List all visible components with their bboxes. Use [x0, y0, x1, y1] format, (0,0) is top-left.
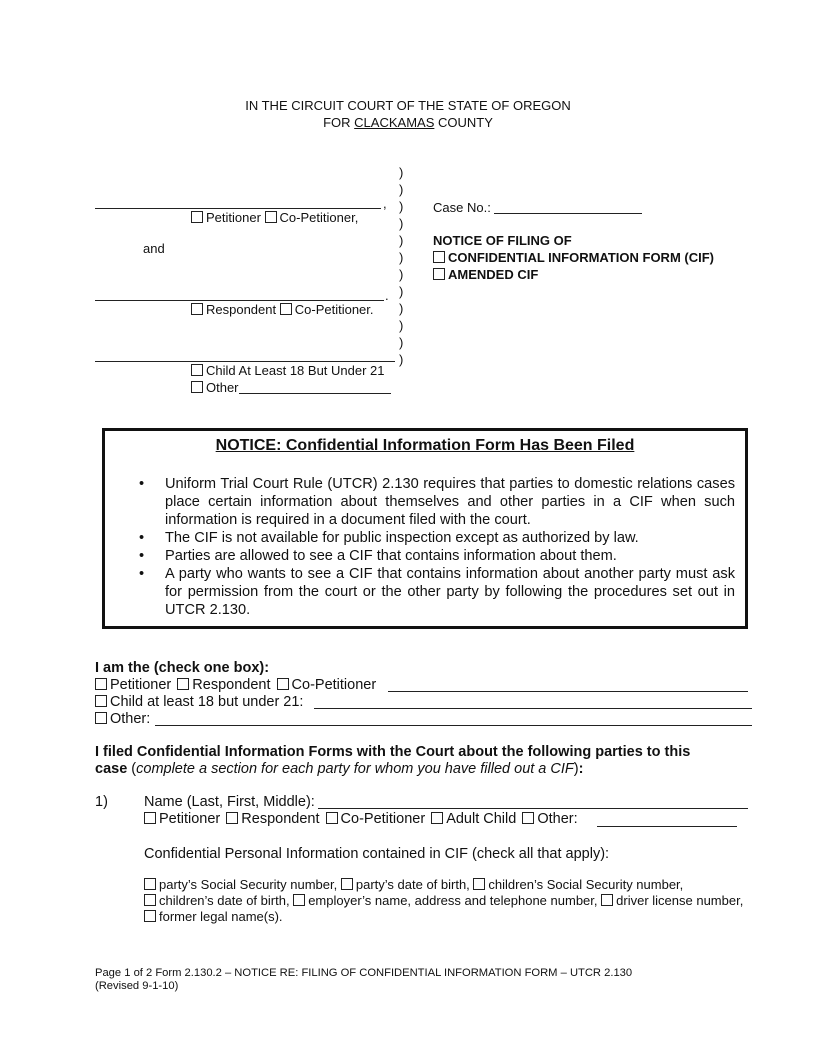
paren-open: (	[127, 761, 137, 777]
i-am-row3	[95, 711, 150, 728]
party-ssn-checkbox[interactable]	[144, 878, 156, 890]
bullet-icon: •	[139, 548, 145, 564]
case-number-label: Case No.:	[433, 200, 491, 215]
role-adult-child-label: Adult Child	[446, 811, 517, 827]
children-dob-checkbox[interactable]	[144, 894, 156, 906]
filed-heading-line1: I filed Confidential Information Forms with the Court about the following parties to this	[95, 744, 691, 760]
filed-heading-case: case	[95, 761, 128, 777]
info-options-row1	[144, 877, 683, 893]
i-am-co-petitioner-checkbox[interactable]	[277, 678, 289, 690]
filed-heading-instruction: complete a section for each party for whom you have filled out a CIF	[136, 761, 574, 777]
i-am-heading: I am the (check one box):	[95, 660, 270, 676]
caption-paren: )	[399, 352, 404, 367]
court-header-line1: IN THE CIRCUIT COURT OF THE STATE OF OREGON	[245, 98, 571, 113]
driver-license-label: driver license number,	[616, 893, 744, 908]
former-names-label: former legal name(s).	[159, 909, 283, 924]
caption-paren: )	[399, 165, 404, 180]
role-adult-child-checkbox[interactable]	[431, 812, 443, 824]
i-am-respondent-label: Respondent	[192, 677, 271, 693]
party2-role-options	[191, 302, 374, 318]
i-am-row1-field[interactable]	[388, 691, 748, 692]
caption-paren: )	[399, 250, 404, 265]
co-petitioner-checkbox[interactable]	[265, 211, 277, 223]
party2-name-line[interactable]	[95, 300, 384, 301]
other-party-label: Other	[206, 380, 239, 395]
notice-bullets	[139, 475, 735, 619]
county-prefix: FOR	[323, 115, 355, 130]
info-options-row3	[144, 909, 283, 925]
child-18-21-label: Child At Least 18 But Under 21	[206, 363, 385, 378]
children-ssn-checkbox[interactable]	[473, 878, 485, 890]
role-respondent-label: Respondent	[241, 811, 320, 827]
cif-label: CONFIDENTIAL INFORMATION FORM (CIF)	[448, 250, 714, 265]
i-am-respondent-checkbox[interactable]	[177, 678, 189, 690]
children-ssn-label: children’s Social Security number,	[488, 877, 684, 892]
cif-checkbox[interactable]	[433, 251, 445, 263]
role-co-petitioner-checkbox[interactable]	[326, 812, 338, 824]
i-am-row3-field[interactable]	[155, 725, 752, 726]
bullet-icon: •	[139, 530, 145, 546]
co-petitioner-2-label: Co-Petitioner.	[294, 302, 374, 317]
notice-bullet	[139, 565, 735, 619]
petitioner-checkbox[interactable]	[191, 211, 203, 223]
notice-box	[102, 428, 748, 629]
paren-close: )	[573, 761, 579, 777]
party-role-options	[144, 811, 578, 828]
children-dob-label: children’s date of birth,	[159, 893, 290, 908]
party-dob-label: party’s date of birth,	[355, 877, 470, 892]
info-label: Confidential Personal Information contained in CIF (check all that apply):	[144, 846, 610, 862]
respondent-checkbox[interactable]	[191, 303, 203, 315]
bullet-icon: •	[139, 566, 145, 582]
caption-paren: )	[399, 301, 404, 316]
party3-name-line[interactable]	[95, 361, 395, 362]
and-label: and	[143, 241, 165, 256]
case-number	[433, 199, 642, 216]
caption-paren: )	[399, 216, 404, 231]
i-am-child-label: Child at least 18 but under 21:	[110, 694, 304, 710]
party-name-field[interactable]	[318, 808, 748, 809]
i-am-row2	[95, 694, 303, 711]
amended-cif-label: AMENDED CIF	[448, 267, 539, 282]
co-petitioner-label: Co-Petitioner,	[279, 210, 359, 225]
bullet-text: Parties are allowed to see a CIF that contains information about them.	[165, 548, 617, 564]
child-18-21-checkbox[interactable]	[191, 364, 203, 376]
i-am-other-label: Other:	[110, 711, 151, 727]
party1-role-options	[191, 210, 358, 226]
i-am-other-checkbox[interactable]	[95, 712, 107, 724]
party-section-number: 1)	[95, 794, 108, 810]
amended-cif-checkbox[interactable]	[433, 268, 445, 280]
bullet-icon: •	[139, 476, 145, 492]
i-am-co-petitioner-label: Co-Petitioner	[291, 677, 377, 693]
role-petitioner-checkbox[interactable]	[144, 812, 156, 824]
employer-info-label: employer’s name, address and telephone number,	[308, 893, 598, 908]
caption-paren: )	[399, 335, 404, 350]
footer-form-title: Page 1 of 2 Form 2.130.2 – NOTICE RE: FILING OF CONFIDENTIAL INFORMATION FORM – UTCR 2.130	[95, 967, 633, 979]
respondent-label: Respondent	[206, 302, 277, 317]
case-number-field[interactable]	[494, 199, 642, 214]
party3-other-option	[191, 379, 391, 396]
bullet-text: The CIF is not available for public inspection except as authorized by law.	[165, 530, 639, 546]
party1-comma: ,	[383, 196, 387, 211]
party3-child-option	[191, 363, 385, 379]
role-petitioner-label: Petitioner	[159, 811, 221, 827]
colon: :	[578, 761, 584, 777]
driver-license-checkbox[interactable]	[601, 894, 613, 906]
party1-name-line[interactable]	[95, 208, 381, 209]
court-header-line2	[0, 115, 816, 131]
role-other-field[interactable]	[597, 826, 737, 827]
role-other-checkbox[interactable]	[522, 812, 534, 824]
footer-revised: (Revised 9-1-10)	[95, 980, 179, 992]
i-am-petitioner-checkbox[interactable]	[95, 678, 107, 690]
party-ssn-label: party’s Social Security number,	[159, 877, 338, 892]
bullet-text: Uniform Trial Court Rule (UTCR) 2.130 requires that parties to domestic relations cases place certain information about themselves and other parties in a CIF when such information is required in a document filed with the court.	[165, 476, 735, 528]
notice-filing-heading: NOTICE OF FILING OF	[433, 233, 572, 248]
bullet-text: A party who wants to see a CIF that contains information about another party must ask for permission from the court or the other party by following the procedures set out in UTCR 2.130.	[165, 566, 735, 618]
caption-paren: )	[399, 284, 404, 299]
petitioner-label: Petitioner	[206, 210, 261, 225]
role-respondent-checkbox[interactable]	[226, 812, 238, 824]
i-am-row2-field[interactable]	[314, 708, 752, 709]
county-name: CLACKAMAS	[354, 115, 435, 130]
filed-heading-line2	[95, 761, 583, 778]
party-dob-checkbox[interactable]	[341, 878, 353, 890]
employer-info-checkbox[interactable]	[293, 894, 305, 906]
county-suffix: COUNTY	[434, 115, 493, 130]
notice-bullet	[139, 547, 735, 565]
co-petitioner-2-checkbox[interactable]	[280, 303, 292, 315]
other-party-checkbox[interactable]	[191, 381, 203, 393]
cif-option	[433, 250, 714, 266]
i-am-row1	[95, 677, 376, 694]
caption-paren: )	[399, 318, 404, 333]
notice-bullet	[139, 529, 735, 547]
caption-paren: )	[399, 267, 404, 282]
caption-paren: )	[399, 182, 404, 197]
other-party-field[interactable]	[239, 379, 391, 394]
role-other-label: Other:	[537, 811, 578, 827]
i-am-child-checkbox[interactable]	[95, 695, 107, 707]
caption-paren: )	[399, 233, 404, 248]
notice-title: NOTICE: Confidential Information Form Has Been Filed	[215, 437, 635, 454]
amended-cif-option	[433, 267, 538, 283]
notice-bullet	[139, 475, 735, 529]
role-co-petitioner-label: Co-Petitioner	[340, 811, 426, 827]
info-options-row2	[144, 893, 743, 909]
party-name-label: Name (Last, First, Middle):	[144, 794, 315, 810]
i-am-petitioner-label: Petitioner	[110, 677, 172, 693]
caption-paren: )	[399, 199, 404, 214]
party2-period: .	[385, 288, 389, 303]
former-names-checkbox[interactable]	[144, 910, 156, 922]
